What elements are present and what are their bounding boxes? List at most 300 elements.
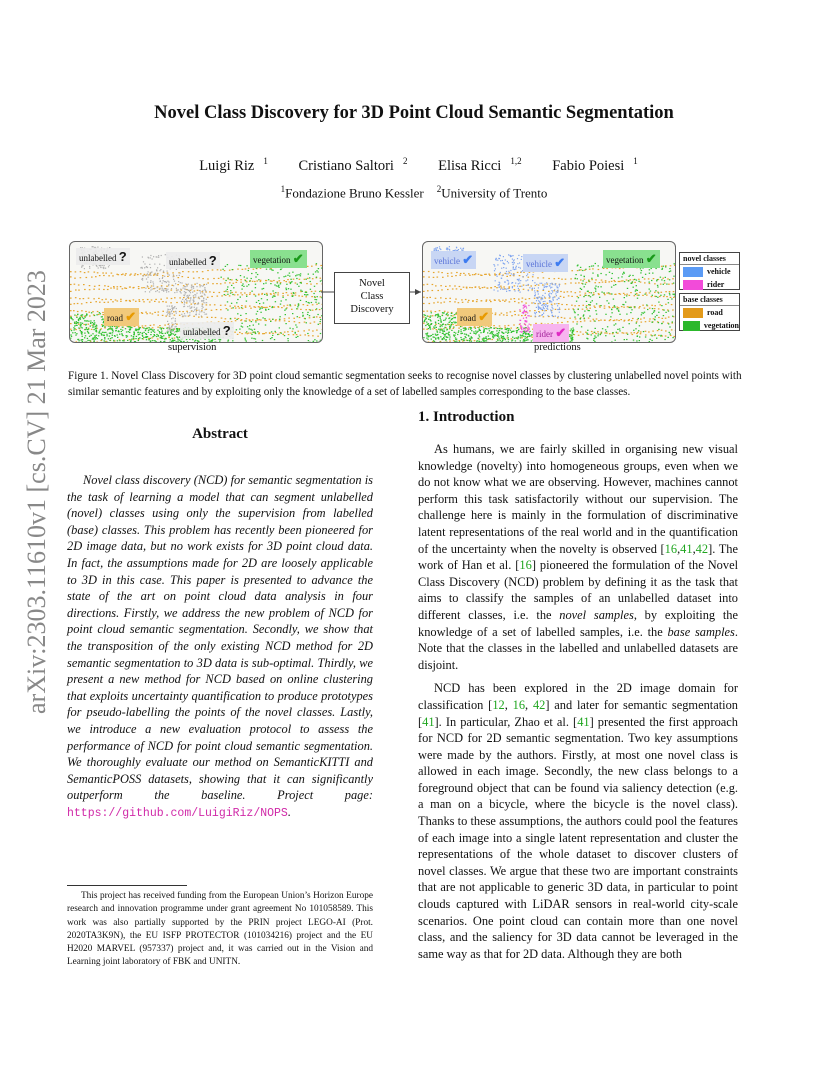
point xyxy=(435,315,436,316)
point xyxy=(161,255,162,256)
point xyxy=(157,330,158,331)
point xyxy=(142,335,143,336)
point xyxy=(255,332,256,333)
point xyxy=(141,279,142,280)
point xyxy=(595,288,596,289)
point xyxy=(158,336,159,337)
point xyxy=(577,321,579,322)
point xyxy=(76,325,77,326)
point xyxy=(307,305,309,306)
point xyxy=(601,332,602,333)
point xyxy=(432,334,433,335)
point xyxy=(317,271,318,272)
point xyxy=(150,329,151,330)
point xyxy=(594,307,596,308)
point xyxy=(164,281,165,282)
point xyxy=(511,315,513,316)
point xyxy=(249,306,251,307)
point xyxy=(73,327,74,328)
point xyxy=(497,260,498,261)
point xyxy=(70,304,72,305)
point xyxy=(254,294,256,295)
point xyxy=(439,332,440,333)
point xyxy=(451,330,452,331)
point xyxy=(146,339,147,340)
point xyxy=(140,332,141,333)
point xyxy=(500,255,501,256)
point xyxy=(121,331,122,332)
point xyxy=(83,284,85,285)
point xyxy=(669,268,670,269)
point xyxy=(138,288,140,289)
point xyxy=(460,273,462,274)
point xyxy=(447,333,448,334)
paper-title: Novel Class Discovery for 3D Point Cloud Semantic Segmentation xyxy=(154,103,674,123)
point xyxy=(605,335,606,336)
point xyxy=(152,329,153,330)
point xyxy=(217,296,219,297)
point xyxy=(263,288,264,289)
point xyxy=(640,272,641,273)
point xyxy=(246,281,248,282)
text-run: , by exploiting the knowledge of a set of labelled samples, i.e. the xyxy=(418,607,738,639)
point xyxy=(163,271,164,272)
point xyxy=(513,266,514,267)
point xyxy=(652,322,653,323)
point xyxy=(171,298,173,299)
point xyxy=(551,283,552,284)
point xyxy=(122,340,123,341)
point xyxy=(80,271,82,272)
point xyxy=(583,316,584,317)
point xyxy=(442,315,443,316)
point xyxy=(171,331,172,332)
point xyxy=(151,337,153,338)
point xyxy=(270,293,272,294)
point xyxy=(225,280,226,281)
point xyxy=(84,320,85,321)
point xyxy=(98,289,100,290)
point xyxy=(525,331,526,332)
point xyxy=(452,288,454,289)
point xyxy=(159,291,160,292)
point xyxy=(628,280,629,281)
point xyxy=(204,302,205,303)
point xyxy=(277,272,278,273)
point xyxy=(150,282,151,283)
point xyxy=(471,330,472,331)
point xyxy=(150,275,151,276)
point xyxy=(570,336,571,337)
point xyxy=(523,341,524,342)
point xyxy=(655,290,656,291)
point xyxy=(443,328,444,329)
point xyxy=(88,312,90,313)
point xyxy=(156,334,157,335)
point xyxy=(255,320,257,321)
point xyxy=(178,289,179,290)
point xyxy=(538,285,540,286)
point xyxy=(144,274,146,275)
citation-link[interactable]: 41 xyxy=(422,714,435,729)
point xyxy=(503,256,504,257)
point xyxy=(91,277,93,278)
point xyxy=(241,289,242,290)
point xyxy=(618,310,619,311)
citation-link[interactable]: 41 xyxy=(577,714,590,729)
point xyxy=(555,309,557,310)
point xyxy=(556,295,557,296)
point xyxy=(131,327,132,328)
point xyxy=(588,281,589,282)
point xyxy=(115,299,117,300)
point xyxy=(190,292,191,293)
point xyxy=(441,322,442,323)
point xyxy=(184,301,185,302)
point xyxy=(643,313,644,314)
point xyxy=(528,290,529,291)
point xyxy=(454,335,455,336)
point xyxy=(159,270,160,271)
point xyxy=(589,316,590,317)
point xyxy=(160,337,161,338)
point xyxy=(437,317,438,318)
point xyxy=(621,280,623,281)
point xyxy=(255,307,257,308)
point xyxy=(490,332,491,333)
point xyxy=(557,317,559,318)
point xyxy=(553,300,554,301)
point xyxy=(319,309,321,310)
point xyxy=(522,276,523,277)
point xyxy=(138,338,139,339)
point xyxy=(613,280,615,281)
point xyxy=(648,331,650,332)
point xyxy=(638,330,639,331)
point xyxy=(499,284,500,285)
point xyxy=(451,319,452,320)
point xyxy=(189,290,190,291)
point xyxy=(451,313,452,314)
point xyxy=(190,297,191,298)
point xyxy=(229,282,231,283)
point xyxy=(506,273,507,274)
point xyxy=(184,315,185,316)
point xyxy=(646,295,648,296)
point xyxy=(433,277,435,278)
point xyxy=(188,296,189,297)
point xyxy=(321,315,322,316)
point xyxy=(152,327,154,328)
point xyxy=(306,322,307,323)
point xyxy=(567,321,569,322)
point xyxy=(535,285,537,286)
point xyxy=(298,305,299,306)
point xyxy=(274,284,275,285)
point xyxy=(265,324,266,325)
point xyxy=(82,265,83,266)
point xyxy=(505,299,507,300)
point xyxy=(176,288,177,289)
point xyxy=(448,334,449,335)
project-link[interactable]: https://github.com/LuigiRiz/NOPS xyxy=(67,806,288,820)
point xyxy=(592,300,593,301)
point xyxy=(167,272,169,273)
point xyxy=(84,272,86,273)
point xyxy=(427,311,429,312)
point xyxy=(227,289,228,290)
point xyxy=(452,324,454,325)
point xyxy=(237,306,239,307)
point xyxy=(551,304,553,305)
point xyxy=(432,284,434,285)
point xyxy=(157,275,159,276)
point xyxy=(150,340,151,341)
point xyxy=(582,283,583,284)
point xyxy=(75,335,76,336)
point xyxy=(524,323,525,324)
point xyxy=(447,273,449,274)
point xyxy=(485,338,486,339)
point xyxy=(160,299,162,300)
point xyxy=(636,323,637,324)
point xyxy=(288,288,289,289)
point xyxy=(293,334,295,335)
point xyxy=(94,340,95,341)
point xyxy=(144,263,145,264)
point xyxy=(671,329,673,330)
point xyxy=(160,269,161,270)
point xyxy=(302,315,303,316)
point xyxy=(526,275,527,276)
point xyxy=(595,286,596,287)
point xyxy=(629,323,630,324)
point xyxy=(155,341,156,342)
point xyxy=(458,302,460,303)
point xyxy=(281,333,282,334)
point xyxy=(649,339,650,340)
point xyxy=(602,282,604,283)
vegetation-tag: vegetation ✔ xyxy=(250,250,307,268)
point xyxy=(96,335,97,336)
point xyxy=(165,316,167,317)
point xyxy=(170,314,171,315)
point xyxy=(282,293,284,294)
point xyxy=(511,283,512,284)
point xyxy=(528,284,529,285)
point xyxy=(145,275,146,276)
point xyxy=(172,308,173,309)
point xyxy=(170,331,171,332)
point xyxy=(78,322,79,323)
point xyxy=(92,333,93,334)
point xyxy=(78,340,79,341)
point xyxy=(215,317,217,318)
point xyxy=(186,339,187,340)
point xyxy=(193,298,194,299)
point xyxy=(279,320,281,321)
point xyxy=(599,297,600,298)
point xyxy=(176,324,178,325)
point xyxy=(167,274,168,275)
point xyxy=(520,325,521,326)
point xyxy=(288,334,290,335)
point xyxy=(532,276,534,277)
point xyxy=(154,301,156,302)
point xyxy=(659,296,661,297)
point xyxy=(544,310,545,311)
point xyxy=(517,338,518,339)
point xyxy=(636,285,637,286)
point xyxy=(98,335,99,336)
point xyxy=(438,337,439,338)
point xyxy=(310,323,312,324)
point xyxy=(168,327,169,328)
point xyxy=(653,312,654,313)
point xyxy=(541,299,542,300)
point xyxy=(264,318,265,319)
point xyxy=(167,314,168,315)
point xyxy=(610,319,612,320)
point xyxy=(116,326,117,327)
point xyxy=(580,269,582,270)
point xyxy=(523,285,525,286)
point xyxy=(110,288,112,289)
point xyxy=(454,301,456,302)
point xyxy=(544,308,545,309)
point xyxy=(172,272,174,273)
point xyxy=(253,269,255,270)
point xyxy=(670,297,672,298)
point xyxy=(260,319,262,320)
point xyxy=(221,277,222,278)
point xyxy=(247,326,248,327)
point xyxy=(568,309,570,310)
point xyxy=(443,337,444,338)
point xyxy=(655,316,656,317)
point xyxy=(176,308,177,309)
citation-link[interactable]: 16 xyxy=(519,558,532,573)
point xyxy=(672,337,673,338)
point xyxy=(621,306,623,307)
point xyxy=(456,247,457,248)
citation-link[interactable]: 41 xyxy=(680,541,693,556)
point xyxy=(137,332,138,333)
point xyxy=(482,287,484,288)
point xyxy=(518,336,519,337)
point xyxy=(635,328,636,329)
point xyxy=(611,281,613,282)
point xyxy=(187,295,188,296)
point xyxy=(653,278,655,279)
point xyxy=(475,273,477,274)
point xyxy=(120,301,122,302)
point xyxy=(479,288,481,289)
point xyxy=(632,281,633,282)
point xyxy=(480,275,482,276)
citation-link[interactable]: 16 xyxy=(512,697,526,712)
point xyxy=(624,297,625,298)
point xyxy=(536,300,537,301)
point xyxy=(167,276,169,277)
point xyxy=(75,297,77,298)
point xyxy=(604,320,606,321)
point xyxy=(495,268,496,269)
point xyxy=(624,339,625,340)
point xyxy=(218,278,220,279)
point xyxy=(520,340,521,341)
point xyxy=(534,303,536,304)
point xyxy=(81,267,82,268)
arxiv-identifier: arXiv:2303.11610v1 [cs.CV] 21 Mar 2023 xyxy=(22,270,51,714)
point xyxy=(237,294,239,295)
point xyxy=(613,299,614,300)
point xyxy=(135,273,137,274)
point xyxy=(558,278,560,279)
point xyxy=(133,339,135,340)
point xyxy=(453,328,455,329)
point xyxy=(459,275,461,276)
point xyxy=(108,275,110,276)
point xyxy=(296,327,297,328)
citation-link[interactable]: 42 xyxy=(695,541,709,556)
point xyxy=(511,338,513,339)
point xyxy=(587,330,588,331)
point xyxy=(440,319,441,320)
point xyxy=(260,312,261,313)
point xyxy=(652,331,654,332)
point xyxy=(162,288,163,289)
point xyxy=(665,318,667,319)
point xyxy=(258,319,260,320)
point xyxy=(261,298,262,299)
point xyxy=(281,300,282,301)
point xyxy=(305,318,306,319)
point xyxy=(242,294,244,295)
point xyxy=(183,288,184,289)
point xyxy=(529,315,530,316)
point xyxy=(269,319,271,320)
point xyxy=(631,309,632,310)
point xyxy=(85,324,86,325)
point xyxy=(298,274,299,275)
point xyxy=(177,284,179,285)
point xyxy=(160,288,161,289)
point xyxy=(143,287,145,288)
citation-link[interactable]: 12 xyxy=(492,697,505,712)
citation-link[interactable]: 42 xyxy=(532,697,546,712)
point xyxy=(599,307,601,308)
point xyxy=(198,317,200,318)
point xyxy=(460,329,461,330)
point xyxy=(94,315,95,316)
point xyxy=(240,297,241,298)
point xyxy=(609,272,610,273)
point xyxy=(74,322,75,323)
point xyxy=(119,340,120,341)
citation-link[interactable]: 16 xyxy=(664,541,678,556)
point xyxy=(165,333,166,334)
point xyxy=(159,264,160,265)
point xyxy=(578,335,580,336)
point xyxy=(237,269,239,270)
point xyxy=(526,339,527,340)
point xyxy=(198,297,199,298)
point xyxy=(298,295,300,296)
point xyxy=(117,337,118,338)
point xyxy=(254,281,256,282)
point xyxy=(484,338,485,339)
